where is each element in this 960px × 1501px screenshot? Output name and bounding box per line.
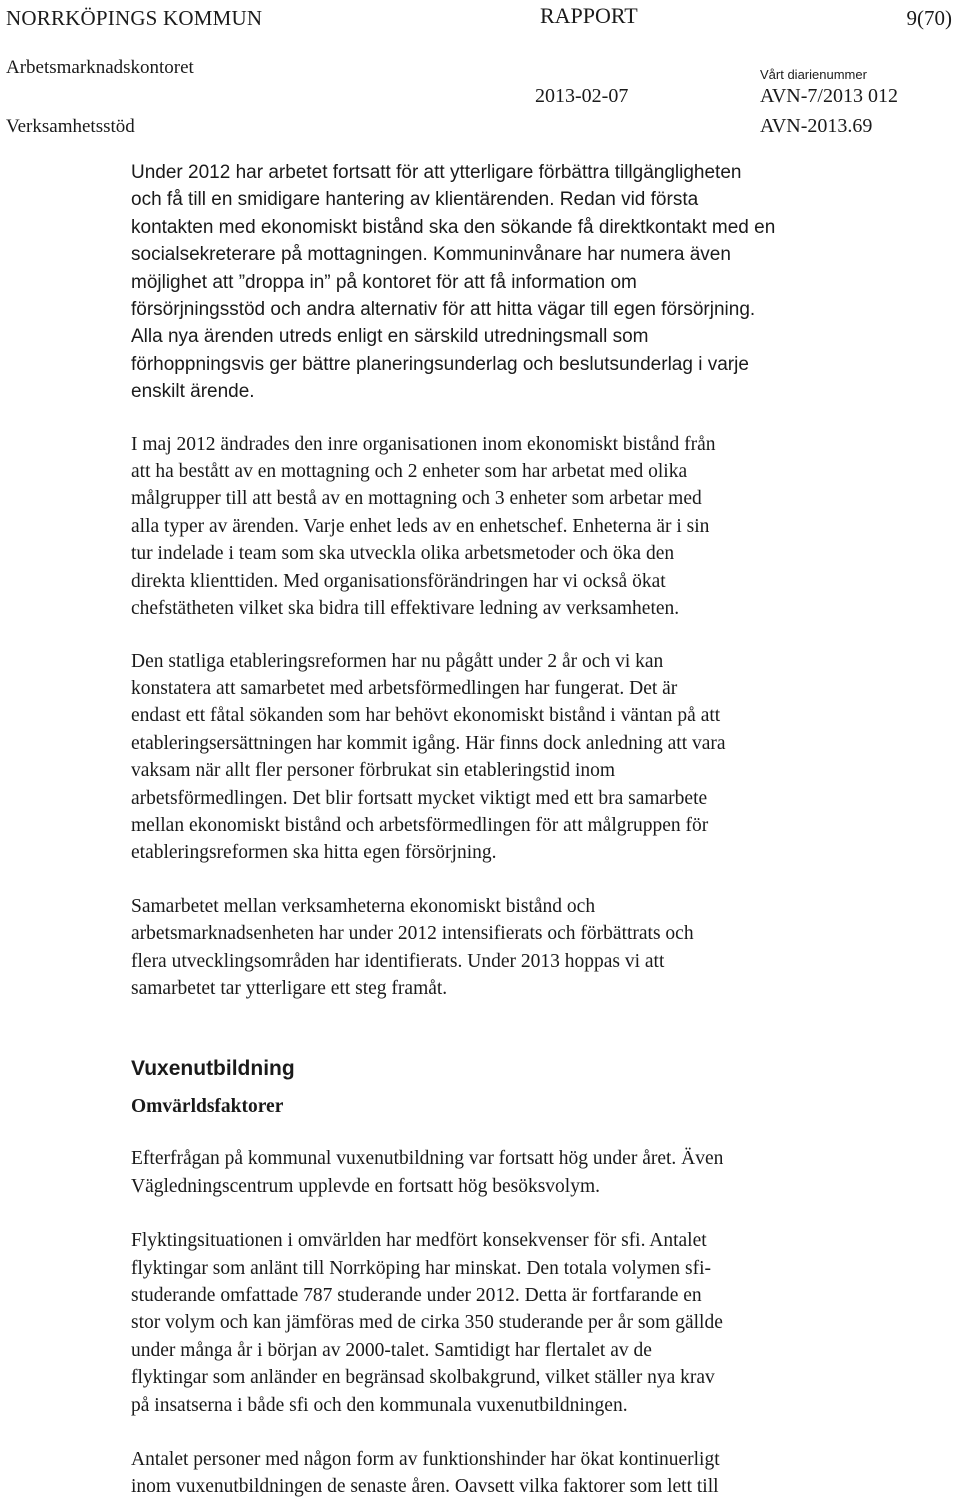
text-line: flera utvecklingsområden har identifierats. Under 2013 hoppas vi att bbox=[131, 950, 665, 972]
paragraph bbox=[131, 431, 931, 623]
text-line: I maj 2012 ändrades den inre organisationen inom ekonomiskt bistånd från bbox=[131, 433, 716, 455]
text-line: Alla nya ärenden utreds enligt en särskild utredningsmall som bbox=[131, 326, 649, 348]
text-line: arbetsförmedlingen. Det blir fortsatt mycket viktigt med ett bra samarbete bbox=[131, 787, 708, 809]
department-name: Arbetsmarknadskontoret bbox=[6, 57, 194, 78]
text-line: chefstätheten vilket ska bidra till effektivare ledning av verksamheten. bbox=[131, 598, 680, 620]
section-name: Verksamhetsstöd bbox=[6, 116, 135, 137]
text-line: flyktingar som anlänt till Norrköping har minskat. Den totala volymen sfi- bbox=[131, 1257, 712, 1279]
text-line: enskilt ärende. bbox=[131, 381, 255, 403]
text-line: möjlighet att ”droppa in” på kontoret för att få information om bbox=[131, 271, 637, 293]
text-line: Antalet personer med någon form av funktionshinder har ökat kontinuerligt bbox=[131, 1449, 720, 1471]
text-line: försörjningsstöd och andra alternativ för att hitta vägar till egen försörjning. bbox=[131, 299, 756, 321]
text-line: kontakten med ekonomiskt bistånd ska den sökande få direktkontakt med en bbox=[131, 216, 776, 238]
paragraph bbox=[131, 1145, 931, 1200]
text-line: samarbetet tar ytterligare ett steg framåt. bbox=[131, 977, 448, 999]
document-body bbox=[131, 159, 931, 1501]
reference-number-1: AVN-7/2013 012 bbox=[760, 85, 898, 107]
text-line: konstatera att samarbetet med arbetsförmedlingen har fungerat. Det är bbox=[131, 677, 678, 699]
paragraph bbox=[131, 648, 931, 867]
text-line: arbetsmarknadsenheten har under 2012 intensifierats och förbättrats och bbox=[131, 923, 694, 945]
text-line: målgrupper till att bestå av en mottagning och 3 enheter som arbetar med bbox=[131, 488, 702, 510]
text-line: förhoppningsvis ger bättre planeringsunderlag och beslutsunderlag i varje bbox=[131, 353, 749, 375]
document-type: RAPPORT bbox=[540, 3, 638, 28]
section-heading: Vuxenutbildning bbox=[131, 1057, 295, 1081]
text-line: inom vuxenutbildningen de senaste åren. Oavsett vilka faktorer som lett till bbox=[131, 1476, 719, 1498]
text-line: endast ett fåtal sökanden som har behövt ekonomiskt bistånd i väntan på att bbox=[131, 705, 721, 727]
text-line: Den statliga etableringsreformen har nu pågått under 2 år och vi kan bbox=[131, 650, 664, 672]
text-line: socialsekreterare på mottagningen. Kommuninvånare har numera även bbox=[131, 244, 731, 266]
text-line: Efterfrågan på kommunal vuxenutbildning var fortsatt hög under året. Även bbox=[131, 1148, 724, 1170]
text-line: etableringsreformen ska hitta egen försörjning. bbox=[131, 842, 497, 864]
diarie-label: Vårt diarienummer bbox=[760, 67, 867, 82]
text-line: Samarbetet mellan verksamheterna ekonomiskt bistånd och bbox=[131, 895, 596, 917]
text-line: direkta klienttiden. Med organisationsförändringen har vi också ökat bbox=[131, 570, 666, 592]
reference-number-2: AVN-2013.69 bbox=[760, 115, 873, 137]
paragraph bbox=[131, 1446, 931, 1501]
text-line: mellan ekonomiskt bistånd och arbetsförmedlingen för att målgruppen för bbox=[131, 814, 709, 836]
text-line: studerande omfattade 787 studerande under 2012. Detta är fortfarande en bbox=[131, 1285, 702, 1306]
organization-name: NORRKÖPINGS KOMMUN bbox=[6, 6, 263, 30]
text-line: att ha bestått av en mottagning och 2 enheter som har arbetat med olika bbox=[131, 461, 688, 483]
text-line: Vägledningscentrum upplevde en fortsatt hög besöksvolym. bbox=[131, 1175, 600, 1197]
text-line: Flyktingsituationen i omvärlden har medfört konsekvenser för sfi. Antalet bbox=[131, 1230, 707, 1252]
text-line: etableringsersättningen har kommit igång. Här finns dock anledning att vara bbox=[131, 732, 726, 754]
document-date: 2013-02-07 bbox=[535, 85, 629, 107]
text-line: Under 2012 har arbetet fortsatt för att ytterligare förbättra tillgängligheten bbox=[131, 162, 742, 183]
text-line: alla typer av ärenden. Varje enhet leds av en enhetschef. Enheterna är i sin bbox=[131, 515, 710, 537]
text-line: flyktingar som anländer en begränsad skolbakgrund, vilket ställer nya krav bbox=[131, 1367, 715, 1389]
page-number: 9(70) bbox=[906, 6, 952, 30]
text-line: under många år i början av 2000-talet. Samtidigt har flertalet av de bbox=[131, 1339, 652, 1361]
paragraph bbox=[131, 893, 931, 1003]
text-line: vaksam när allt fler personer förbrukat sin etableringstid inom bbox=[131, 760, 616, 782]
text-line: på insatserna i både sfi och den kommunala vuxenutbildningen. bbox=[131, 1394, 628, 1416]
text-line: och få till en smidigare hantering av klientärenden. Redan vid första bbox=[131, 189, 699, 211]
paragraph bbox=[131, 159, 931, 406]
text-line: stor volym och kan jämföras med de cirka 350 studerande per år som gällde bbox=[131, 1312, 723, 1334]
text-line: tur indelade i team som ska utveckla olika arbetsmetoder och öka den bbox=[131, 543, 675, 565]
subsection-heading: Omvärldsfaktorer bbox=[131, 1096, 284, 1118]
paragraph bbox=[131, 1227, 931, 1419]
